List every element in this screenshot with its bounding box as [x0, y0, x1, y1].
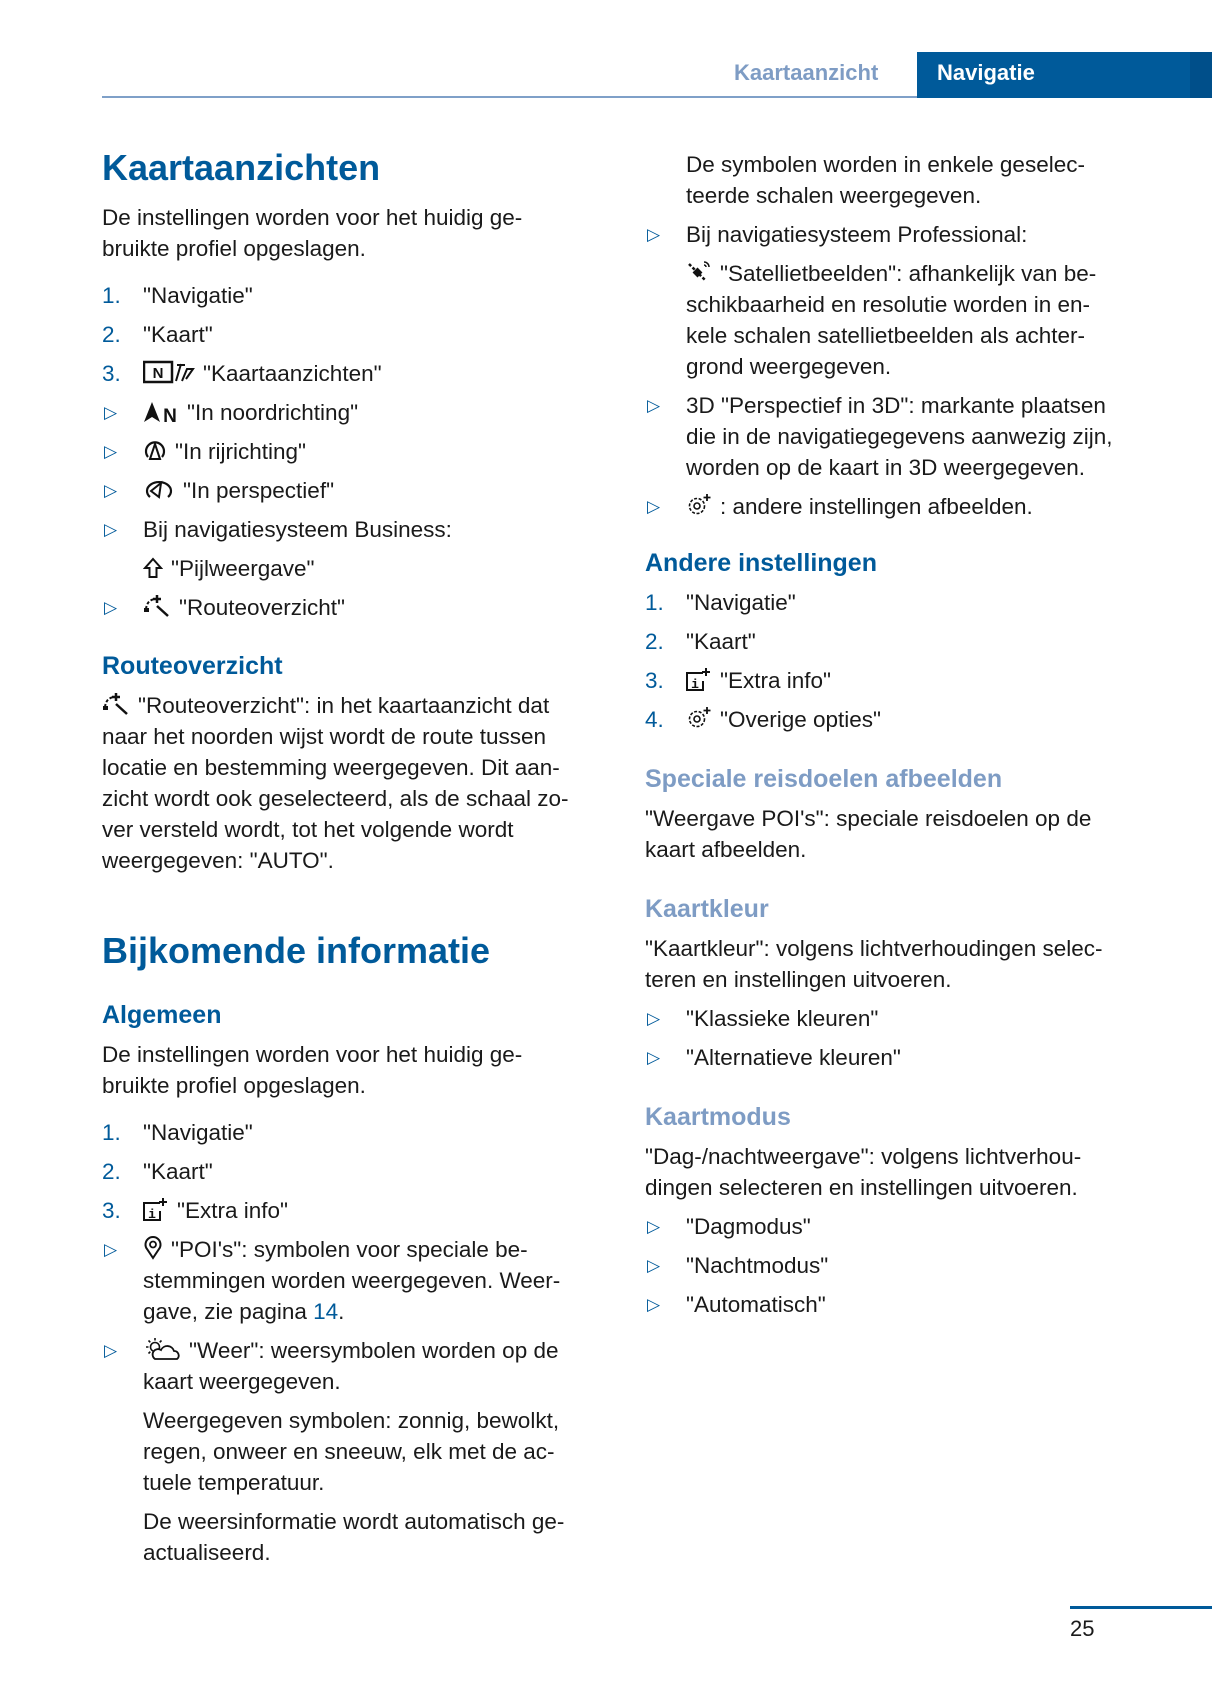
bullet-triangle-icon: ▷ [647, 1295, 661, 1314]
option-text: "Alternatieve kleuren" [686, 1045, 901, 1070]
step-number: 3. [102, 361, 121, 386]
step-number: 2. [102, 322, 121, 347]
option-text: regen, onweer en sneeuw, elk met de ac- [143, 1439, 555, 1464]
option-text: . [338, 1299, 345, 1324]
routeoverzicht-line: weergegeven: "AUTO". [102, 848, 334, 873]
section-heading-algemeen: Algemeen [102, 1001, 222, 1029]
kaartkleur-line: teren en instellingen uitvoeren. [645, 967, 952, 992]
option-text: "Dagmodus" [686, 1214, 811, 1239]
step-number: 2. [102, 1159, 121, 1184]
intro-line-2: bruikte profiel opgeslagen. [102, 236, 366, 261]
option-content [143, 1234, 528, 1265]
section-heading-speciale: Speciale reisdoelen afbeelden [645, 765, 1003, 793]
perspective-icon [143, 477, 175, 501]
option-content [143, 436, 306, 467]
settings-plus-icon [686, 706, 712, 730]
footer-rule [1070, 1606, 1212, 1609]
option-text: Weergegeven symbolen: zonnig, bewolkt, [143, 1408, 560, 1433]
step-text: "Extra info" [177, 1198, 289, 1223]
step-text: "Navigatie" [143, 283, 253, 308]
step-number: 1. [102, 283, 121, 308]
intro-line-1: De instellingen worden voor het huidig ge- [102, 205, 523, 230]
step-content [686, 704, 881, 735]
paragraph-text: "Routeoverzicht": in het kaartaanzicht dat [138, 693, 550, 718]
step-number: 4. [645, 707, 664, 732]
option-text: die in de navigatiegegevens aanwezig zijn, [686, 424, 1113, 449]
routeoverzicht-line: locatie en bestemming weergegeven. Dit aan- [102, 755, 560, 780]
extra-info-icon [143, 1197, 169, 1221]
poi-pin-icon [143, 1236, 163, 1260]
option-text: "Klassieke kleuren" [686, 1006, 879, 1031]
option-text [143, 1296, 344, 1327]
bullet-triangle-icon: ▷ [104, 442, 118, 461]
option-content [686, 491, 1033, 522]
option-text: "Routeoverzicht" [179, 595, 346, 620]
option-content [686, 258, 1096, 289]
option-text: Bij navigatiesysteem Professional: [686, 222, 1028, 247]
option-text: "In rijrichting" [175, 439, 307, 464]
option-text: "Nachtmodus" [686, 1253, 829, 1278]
heading-up-icon [143, 438, 167, 462]
option-text: worden op de kaart in 3D weergegeven. [686, 455, 1086, 480]
option-text: kaart weergegeven. [143, 1369, 341, 1394]
step-text: "Navigatie" [686, 590, 796, 615]
bullet-triangle-icon: ▷ [104, 520, 118, 539]
step-text: "Kaart" [143, 1159, 213, 1184]
svg-text:N: N [163, 406, 177, 423]
step-text: "Kaartaanzichten" [203, 361, 382, 386]
bullet-triangle-icon: ▷ [104, 1341, 118, 1360]
header-tab-edge [1190, 52, 1212, 98]
option-text: grond weergegeven. [686, 354, 892, 379]
step-number: 2. [645, 629, 664, 654]
option-text: schikbaarheid en resolutie worden in en- [686, 292, 1090, 317]
bullet-triangle-icon: ▷ [647, 1009, 661, 1028]
section-title-bijkomende: Bijkomende informatie [102, 930, 491, 971]
speciale-line: kaart afbeelden. [645, 837, 807, 862]
option-content [143, 397, 358, 428]
north-up-icon [143, 401, 179, 423]
option-text: "Automatisch" [686, 1292, 826, 1317]
option-text: "In noordrichting" [187, 400, 359, 425]
step-content [143, 1195, 288, 1226]
section-heading-kaartkleur: Kaartkleur [645, 895, 769, 923]
option-text: kele schalen satellietbeelden als achter- [686, 323, 1085, 348]
bullet-triangle-icon: ▷ [104, 403, 118, 422]
step-text: "Navigatie" [143, 1120, 253, 1145]
step-content [143, 358, 382, 389]
option-text: Bij navigatiesysteem Business: [143, 517, 452, 542]
settings-plus-icon [686, 493, 712, 517]
kaartkleur-line: "Kaartkleur": volgens lichtverhoudingen selec- [645, 936, 1103, 961]
bullet-triangle-icon: ▷ [647, 1217, 661, 1236]
step-content [686, 665, 831, 696]
page-title: Kaartaanzichten [102, 147, 381, 188]
option-text: actualiseerd. [143, 1540, 271, 1565]
bullet-triangle-icon: ▷ [104, 598, 118, 617]
option-text: "Weer": weersymbolen worden op de [189, 1338, 559, 1363]
svg-text:N: N [152, 365, 164, 382]
paragraph-text: De symbolen worden in enkele geselec- [686, 152, 1085, 177]
option-content [143, 592, 345, 623]
header-chapter-tab [917, 52, 1212, 98]
extra-info-icon [686, 667, 712, 691]
routeoverzicht-line: ver versteld wordt, tot het volgende wordt [102, 817, 514, 842]
svg-text:i: i [148, 1207, 156, 1221]
kaartmodus-line: dingen selecteren en instellingen uitvoeren. [645, 1175, 1078, 1200]
algemeen-intro-line: bruikte profiel opgeslagen. [102, 1073, 366, 1098]
option-text: gave, zie pagina [143, 1299, 314, 1324]
speciale-line: "Weergave POI's": speciale reisdoelen op de [645, 806, 1092, 831]
step-text: "Extra info" [720, 668, 832, 693]
header-section-title: Kaartaanzicht [734, 60, 879, 85]
bullet-triangle-icon: ▷ [647, 225, 661, 244]
bullet-triangle-icon: ▷ [647, 1048, 661, 1067]
option-text: "POI's": symbolen voor speciale be- [171, 1237, 528, 1262]
option-content [143, 1335, 559, 1366]
option-text: tuele temperatuur. [143, 1470, 325, 1495]
option-text: "Satellietbeelden": afhankelijk van be- [720, 261, 1097, 286]
step-text: "Kaart" [143, 322, 213, 347]
page-link[interactable]: 14 [313, 1299, 339, 1324]
route-overview-icon [102, 692, 130, 716]
satellite-icon [686, 260, 712, 284]
svg-text:i: i [691, 677, 699, 691]
bullet-triangle-icon: ▷ [104, 481, 118, 500]
section-heading-andere: Andere instellingen [645, 549, 877, 577]
section-heading-routeoverzicht: Routeoverzicht [102, 652, 283, 680]
step-text: "Kaart" [686, 629, 756, 654]
option-content [143, 475, 334, 506]
step-number: 3. [645, 668, 664, 693]
routeoverzicht-line: naar het noorden wijst wordt de route tussen [102, 724, 547, 749]
step-number: 1. [102, 1120, 121, 1145]
algemeen-intro-line: De instellingen worden voor het huidig ge- [102, 1042, 523, 1067]
paragraph-text: teerde schalen weergegeven. [686, 183, 982, 208]
option-text: "Pijlweergave" [171, 556, 315, 581]
step-text: "Overige opties" [720, 707, 882, 732]
step-number: 1. [645, 590, 664, 615]
page-number: 25 [1070, 1616, 1095, 1641]
option-text: "In perspectief" [183, 478, 335, 503]
option-text: stemmingen worden weergegeven. Weer- [143, 1268, 561, 1293]
option-text: 3D "Perspectief in 3D": markante plaatsen [686, 393, 1106, 418]
route-overview-icon [143, 594, 171, 618]
bullet-triangle-icon: ▷ [647, 396, 661, 415]
map-view-icon [143, 360, 195, 384]
routeoverzicht-line: zicht wordt ook geselecteerd, als de schaal zo- [102, 786, 569, 811]
kaartmodus-line: "Dag-/nachtweergave": volgens lichtverhou- [645, 1144, 1082, 1169]
step-number: 3. [102, 1198, 121, 1223]
option-content [143, 553, 315, 584]
bullet-triangle-icon: ▷ [647, 497, 661, 516]
section-heading-kaartmodus: Kaartmodus [645, 1103, 791, 1131]
arrow-view-icon [143, 557, 163, 579]
weather-icon [143, 1337, 181, 1361]
option-text: De weersinformatie wordt automatisch ge- [143, 1509, 565, 1534]
bullet-triangle-icon: ▷ [104, 1240, 118, 1259]
routeoverzicht-line [102, 690, 549, 721]
bullet-triangle-icon: ▷ [647, 1256, 661, 1275]
option-text: : andere instellingen afbeelden. [720, 494, 1033, 519]
header-chapter-title: Navigatie [937, 60, 1035, 85]
